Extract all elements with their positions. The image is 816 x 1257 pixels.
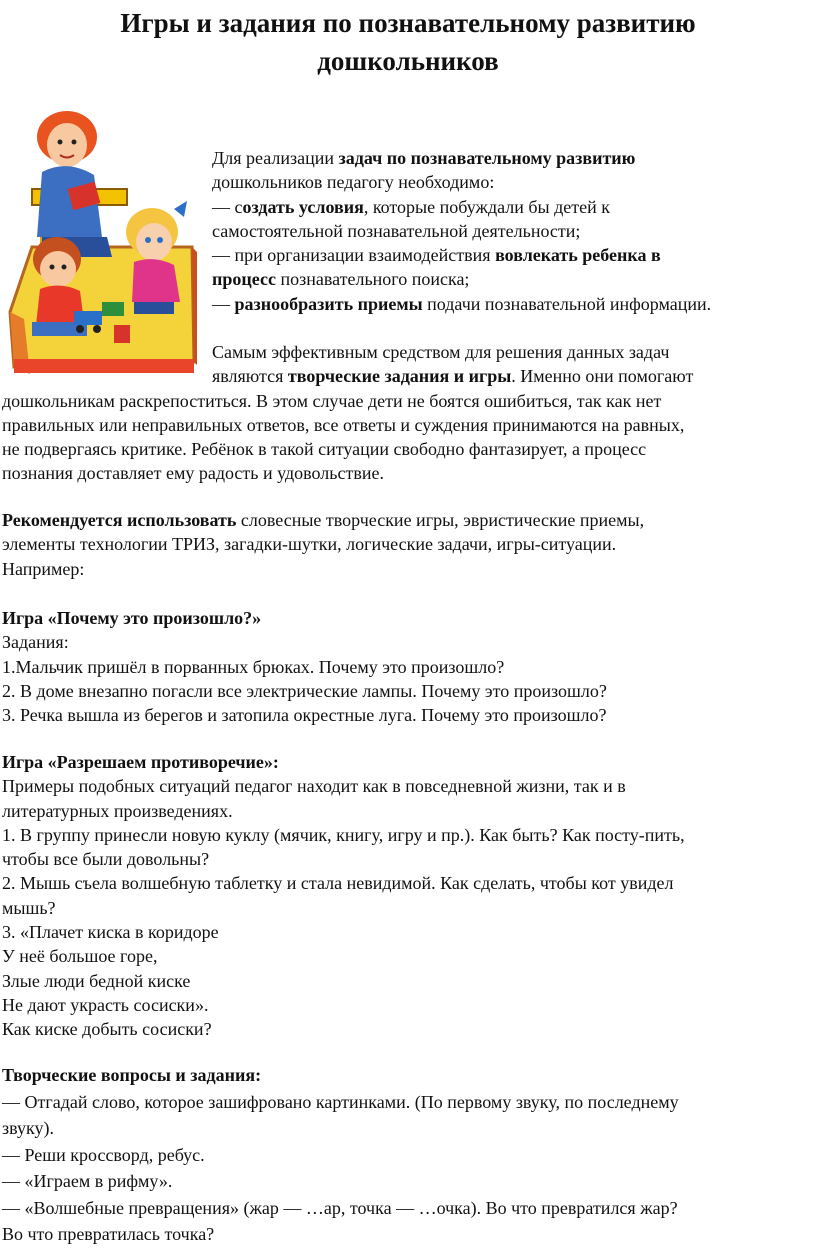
page-title [0,4,816,80]
text-line: Например: [2,558,85,579]
teacher-children-illustration [2,97,197,380]
section-heading: Творческие вопросы и задания: [2,1065,262,1085]
intro-line: процесс познавательного поиска; [212,269,470,290]
text-line: Примеры подобных ситуаций педагог находит как в повседневной жизни, так и в [2,776,626,797]
intro-line: дошкольников педагогу необходимо: [212,172,495,193]
text-line: — «Играем в рифму». [2,1171,173,1191]
intro-line: — разнообразить приемы подачи познавательной информации. [212,293,712,314]
text-line: Самым эффективным средством для решения данных задач [212,342,670,362]
text-line: литературных произведениях. [2,800,233,821]
intro-line: Для реализации задач по познавательному развитию [212,148,636,168]
list-item: 1.Мальчик пришёл в порванных брюках. Почему это произошло? [2,656,505,677]
text-line: Рекомендуется использовать словесные творческие игры, эвристические приемы, [2,510,645,530]
text-line: Не дают украсть сосиски». [2,994,209,1015]
text-line: правильных или неправильных ответов, все ответы и суждения принимаются на равных, [2,414,685,435]
text-line: мышь? [2,897,56,918]
text-line: 2. Мышь съела волшебную таблетку и стала невидимой. Как сделать, чтобы кот увидел [2,873,674,894]
text-line: элементы технологии ТРИЗ, загадки-шутки, логические задачи, игры-ситуации. [2,534,617,555]
text-line: — «Волшебные превращения» (жар — …ар, точка — …очка). Во что превратился жар? [2,1197,678,1218]
list-item: 2. В доме внезапно погасли все электрические лампы. Почему это произошло? [2,680,607,701]
text-line: — Отгадай слово, которое зашифровано картинками. (По первому звуку, по последнему [2,1091,679,1112]
page-title-line-2: дошкольников [317,46,499,76]
text-line: Как киске добыть сосиски? [2,1019,212,1040]
text-line: являются творческие задания и игры. Именно они помогают [212,366,694,387]
section-heading: Игра «Разрешаем противоречие»: [2,752,279,772]
creative-section [2,1062,812,1248]
text-line: познания доставляет ему радость и удовольствие. [2,463,384,484]
page-title-line-1: Игры и задания по познавательному развитию [120,8,696,38]
intro-line: — при организации взаимодействия вовлекать ребенка в [212,245,661,266]
text-line: 1. В группу принесли новую куклу (мячик, книгу, игру и пр.). Как быть? Как посту-пить, [2,824,685,845]
list-item: 3. Речка вышла из берегов и затопила окрестные луга. Почему это произошло? [2,705,607,726]
text-line: Задания: [2,632,69,653]
intro-line: самостоятельной познавательной деятельности; [212,220,581,241]
game2-section [2,750,812,1042]
text-line: 3. «Плачет киска в коридоре [2,922,219,943]
game1-section [2,606,812,727]
text-line: У неё большое горе, [2,946,158,967]
text-line: не подвергаясь критике. Ребёнок в такой ситуации свободно фантазирует, а процесс [2,439,647,460]
text-line: звуку). [2,1118,54,1138]
recommend-paragraph [2,508,812,581]
intro-line: — создать условия, которые побуждали бы детей к [212,196,610,217]
text-line: — Реши кроссворд, ребус. [2,1144,205,1165]
section-heading: Игра «Почему это произошло?» [2,608,262,628]
text-line: дошкольникам раскрепоститься. В этом случае дети не боятся ошибиться, так как нет [2,390,662,411]
intro-block [212,146,812,316]
text-line: чтобы все были довольны? [2,849,210,870]
text-line: Злые люди бедной киске [2,970,191,991]
main-paragraph [2,340,812,486]
text-line: Во что превратилась точка? [2,1224,215,1244]
